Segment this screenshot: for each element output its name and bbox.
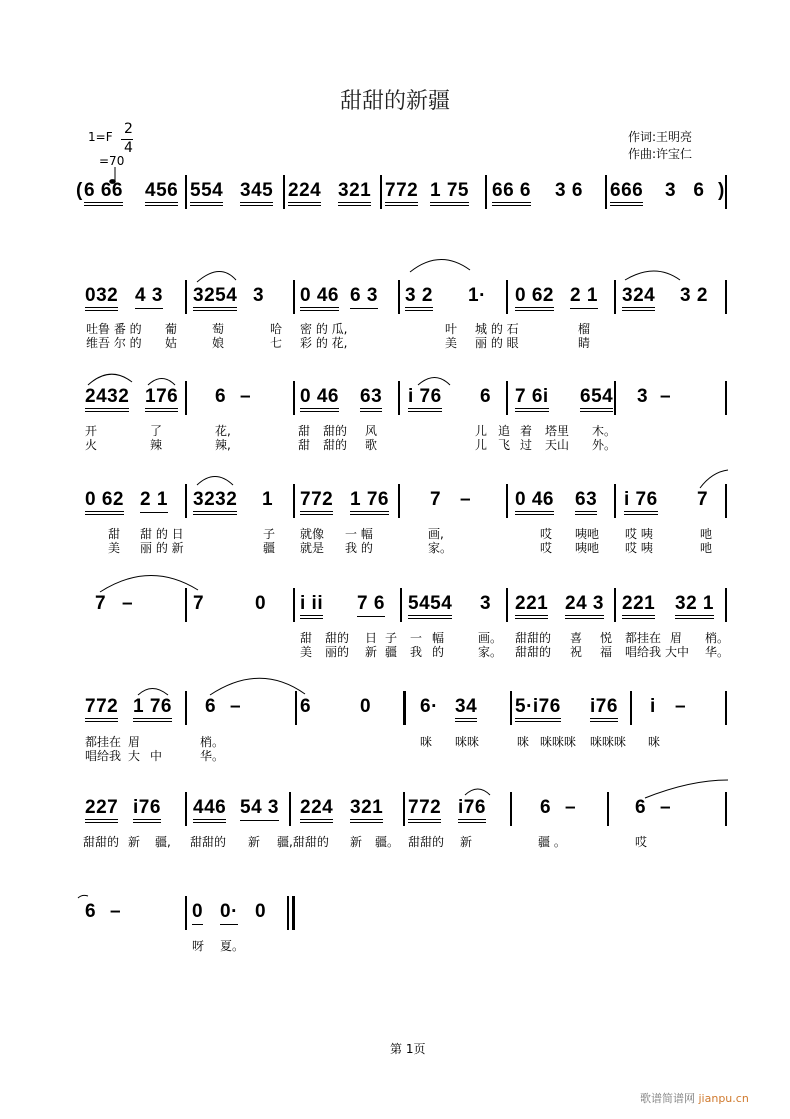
lyric-verse-1: 儿 (475, 424, 488, 438)
note-group: 1 75 (430, 181, 469, 206)
note-group: 0 46 (300, 286, 339, 311)
note-group: 324 (622, 286, 655, 311)
note-group: 1 76 (133, 697, 172, 722)
note-group: 3 (480, 593, 492, 614)
note-group: 0 (192, 902, 203, 925)
slur (197, 477, 233, 486)
lyric-verse-2: 华。 (705, 645, 730, 659)
note-group: 666 (610, 181, 643, 206)
note-group: 772 (300, 490, 333, 515)
lyric-verse-2: 的 (432, 645, 445, 659)
slur (138, 689, 168, 696)
page-number: 第 1页 (390, 1042, 426, 1056)
lyric-verse-2: 唱给我 (85, 749, 122, 763)
watermark-cn: 歌谱简谱网 (640, 1092, 695, 1105)
note-group: 6· (420, 696, 438, 717)
note-group: ) (718, 180, 725, 201)
note-group: 3 2 (405, 286, 433, 311)
lyric-verse-1: 甜 (298, 424, 311, 438)
slur (210, 678, 305, 695)
lyric-verse-1: 新 (460, 835, 473, 849)
note-group: 5·i76 (515, 697, 561, 722)
slur (465, 789, 490, 795)
lyric-verse-1: 画。 (478, 631, 503, 645)
lyric-verse-1: 了 (150, 424, 163, 438)
lyric-verse-1: 甜的 (325, 631, 350, 645)
note-group: 1· (468, 285, 486, 306)
lyric-verse-1: 甜 (108, 527, 121, 541)
note-group: – (660, 797, 672, 818)
note-group: – (122, 593, 134, 614)
note-group: 772 (85, 697, 118, 722)
lyric-verse-2: 大 (128, 749, 141, 763)
lyric-verse-2: 七 (270, 336, 283, 350)
lyric-verse-1: 榴 (578, 322, 591, 336)
lyric-verse-2: 彩 的 花, (300, 336, 348, 350)
lyric-verse-1: 追 (498, 424, 511, 438)
note-group: i76 (133, 798, 161, 823)
lyric-verse-2: 过 (520, 438, 533, 452)
lyric-verse-2: 美 (445, 336, 458, 350)
lyric-verse-1: 悦 (600, 631, 613, 645)
note-group: i76 (590, 697, 618, 722)
note-group: i76 (458, 798, 486, 823)
lyric-verse-1: 哎 (540, 527, 553, 541)
note-group: – (675, 696, 687, 717)
lyric-verse-1: 画, (428, 527, 444, 541)
lyric-verse-1: 木。 (592, 424, 617, 438)
lyric-verse-1: 风 (365, 424, 378, 438)
note-group: 6 (300, 696, 312, 717)
lyric-verse-2: 天山 (545, 438, 570, 452)
lyric-verse-1: 咪 (517, 735, 530, 749)
lyric-verse-2: 辣, (215, 438, 231, 452)
note-group: 7 (95, 593, 107, 614)
lyric-verse-2: 咦吔 (575, 541, 600, 555)
lyric-verse-1: 眉 (128, 735, 141, 749)
note-group: 446 (193, 798, 226, 823)
note-group: 7 6 (357, 594, 385, 617)
lyric-verse-1: 一 (410, 631, 423, 645)
lyric-verse-2: 哎 咦 (625, 541, 653, 555)
note-group: 0 46 (300, 387, 339, 412)
note-group: – (240, 386, 252, 407)
lyric-verse-1: 就像 (300, 527, 325, 541)
lyric-verse-2: 丽 的 新 (140, 541, 184, 555)
note-group: 554 (190, 181, 223, 206)
note-group: 227 (85, 798, 118, 823)
note-group: – (565, 797, 577, 818)
note-group: – (660, 386, 672, 407)
note-group: 63 (575, 490, 597, 515)
lyric-verse-1: 咪咪咪 (590, 735, 627, 749)
lyric-verse-1: 咪 (648, 735, 661, 749)
lyric-verse-1: 开 (85, 424, 98, 438)
note-group: 321 (350, 798, 383, 823)
note-group: 0 (255, 901, 267, 922)
time-signature-top: 2 (124, 121, 133, 137)
lyric-verse-1: 疆。 (375, 835, 400, 849)
lyric-verse-2: 我 的 (345, 541, 373, 555)
lyric-verse-1: 一 幅 (345, 527, 373, 541)
note-group: 24 3 (565, 594, 604, 619)
note-group: 3 (637, 386, 649, 407)
lyric-verse-2: 甜的 (323, 438, 348, 452)
note-group: 0· (220, 902, 238, 925)
lyric-verse-1: 咪咪咪 (540, 735, 577, 749)
note-group: 321 (338, 181, 371, 206)
lyric-verse-1: 甜的 (323, 424, 348, 438)
note-group: 1 (262, 489, 274, 510)
lyric-verse-1: 喜 (570, 631, 583, 645)
note-group: 7 6i (515, 387, 549, 412)
lyric-verse-1: 密 的 瓜, (300, 322, 348, 336)
lyric-verse-2: 辣 (150, 438, 163, 452)
slur (148, 379, 175, 386)
note-group: 0 62 (85, 490, 124, 515)
note-group: 221 (515, 594, 548, 619)
lyric-verse-2: 火 (85, 438, 98, 452)
note-group: 34 (455, 697, 477, 722)
slur (625, 271, 680, 280)
key-signature: 1=F (88, 130, 113, 144)
note-group: 224 (300, 798, 333, 823)
note-group: – (460, 489, 472, 510)
note-group: 032 (85, 286, 118, 311)
note-group: 456 (145, 181, 178, 206)
lyric-verse-1: 子 (263, 527, 276, 541)
note-group: 772 (408, 798, 441, 823)
lyric-verse-1: 哎 咦 (625, 527, 653, 541)
lyric-verse-2: 华。 (200, 749, 225, 763)
note-group: 32 1 (675, 594, 714, 619)
lyric-verse-2: 美 (108, 541, 121, 555)
composer: 作曲:许宝仁 (628, 147, 693, 161)
note-group: 345 (240, 181, 273, 206)
lyric-verse-2: 家。 (478, 645, 503, 659)
lyric-verse-1: 花, (215, 424, 231, 438)
lyric-verse-2: 我 (410, 645, 423, 659)
lyric-verse-2: 丽的 (325, 645, 350, 659)
lyric-verse-2: 家。 (428, 541, 453, 555)
lyric-verse-2: 甜 (298, 438, 311, 452)
tempo-mark: =70 (99, 154, 125, 168)
lyric-verse-2: 丽 的 眼 (475, 336, 519, 350)
note-group: i 76 (408, 387, 442, 412)
note-group: 7 (430, 489, 442, 510)
lyric-verse-2: 祝 (570, 645, 583, 659)
lyric-verse-2: 疆 (263, 541, 276, 555)
lyric-verse-1: 疆, (155, 835, 171, 849)
lyric-verse-1: 塔里 (545, 424, 570, 438)
lyric-verse-1: 葡 (165, 322, 178, 336)
note-group: ( (76, 180, 83, 201)
lyric-verse-1: 呀 (192, 939, 205, 953)
lyric-verse-1: 甜甜的 (190, 835, 227, 849)
lyric-verse-1: 疆 。 (538, 835, 566, 849)
lyric-verse-2: 维吾 尔 的 (86, 336, 142, 350)
lyric-verse-1: 叶 (445, 322, 458, 336)
note-group: 2 1 (570, 286, 598, 309)
slur (700, 470, 728, 488)
slur (78, 895, 88, 898)
lyric-verse-1: 甜甜的 (515, 631, 552, 645)
note-group: 6 (215, 386, 227, 407)
lyric-verse-1: 都挂在 (85, 735, 122, 749)
slur (88, 374, 132, 385)
lyric-verse-1: 幅 (432, 631, 445, 645)
note-group: 6 (205, 696, 217, 717)
lyric-verse-1: 都挂在 (625, 631, 662, 645)
lyric-verse-2: 大中 (665, 645, 690, 659)
lyric-verse-2: 唱给我 (625, 645, 662, 659)
lyric-verse-1: 梢。 (200, 735, 225, 749)
note-group: 772 (385, 181, 418, 206)
lyric-verse-1: 萄 (212, 322, 225, 336)
note-group: 1 76 (350, 490, 389, 515)
lyric-verse-2: 就是 (300, 541, 325, 555)
lyric-verse-2: 福 (600, 645, 613, 659)
lyric-verse-2: 甜甜的 (515, 645, 552, 659)
lyric-verse-2: 睛 (578, 336, 591, 350)
lyric-verse-2: 姑 (165, 336, 178, 350)
song-title: 甜甜的新疆 (339, 89, 450, 114)
lyric-verse-1: 新 (350, 835, 363, 849)
lyricist: 作词:王明亮 (628, 130, 693, 144)
note-group: i 76 (624, 490, 658, 515)
time-signature-bottom: 4 (124, 140, 133, 156)
lyric-verse-2: 歌 (365, 438, 378, 452)
slur (645, 780, 728, 798)
lyric-verse-1: 甜甜的 (408, 835, 445, 849)
lyric-verse-1: 夏。 (220, 939, 245, 953)
note-group: 0 (255, 593, 267, 614)
note-group: 3 6 (555, 180, 583, 201)
note-group: 0 62 (515, 286, 554, 311)
note-group: 6 (540, 797, 552, 818)
lyric-verse-2: 儿 (475, 438, 488, 452)
lyric-verse-2: 美 (300, 645, 313, 659)
lyric-verse-1: 新 (128, 835, 141, 849)
lyric-verse-1: 日 (365, 631, 378, 645)
note-group: 3254 (193, 286, 237, 311)
note-group: 6 3 (350, 286, 378, 309)
slur (418, 378, 450, 386)
note-group: 176 (145, 387, 178, 412)
lyric-verse-1: 甜 (300, 631, 313, 645)
lyric-verse-1: 着 (520, 424, 533, 438)
note-group: 63 (360, 387, 382, 412)
note-group: 6 66 (84, 181, 123, 206)
lyric-verse-2: 哎 (540, 541, 553, 555)
note-group: 2432 (85, 387, 129, 412)
lyric-verse-1: 哈 (270, 322, 283, 336)
note-group: 66 6 (492, 181, 531, 206)
lyric-verse-1: 哎 (635, 835, 648, 849)
lyric-verse-2: 疆 (385, 645, 398, 659)
note-group: 7 (193, 593, 205, 614)
lyric-verse-1: 城 的 石 (475, 322, 519, 336)
note-group: 5454 (408, 594, 452, 619)
note-group: i (650, 696, 656, 717)
lyric-verse-1: 咪 (420, 735, 433, 749)
note-group: 3 6 (665, 180, 705, 201)
lyric-verse-1: 甜甜的 (83, 835, 120, 849)
note-group: 7 (697, 489, 709, 510)
note-group: 654 (580, 387, 613, 412)
lyric-verse-1: 咦吔 (575, 527, 600, 541)
slur (410, 259, 470, 272)
lyric-verse-1: 吔 (700, 527, 713, 541)
lyric-verse-1: 梢。 (705, 631, 730, 645)
lyric-verse-1: 疆,甜甜的 (277, 835, 329, 849)
lyric-verse-2: 飞 (498, 438, 511, 452)
note-group: 54 3 (240, 798, 279, 821)
note-group: 3 (253, 285, 265, 306)
lyric-verse-1: 咪咪 (455, 735, 480, 749)
note-group: 0 (360, 696, 372, 717)
watermark (640, 1090, 749, 1106)
lyric-verse-1: 眉 (670, 631, 683, 645)
note-group: 6 (85, 901, 97, 922)
lyric-verse-2: 娘 (212, 336, 225, 350)
note-group: 221 (622, 594, 655, 619)
note-group: 3 2 (680, 285, 708, 306)
lyric-verse-2: 中 (150, 749, 163, 763)
note-group: 4 3 (135, 286, 163, 309)
note-group: 0 46 (515, 490, 554, 515)
lyric-verse-1: 子 (385, 631, 398, 645)
note-group: – (230, 696, 242, 717)
lyric-verse-2: 新 (365, 645, 378, 659)
lyric-verse-2: 外。 (592, 438, 617, 452)
note-group: 6 (635, 797, 647, 818)
note-group: – (110, 901, 122, 922)
note-group: 6 (480, 386, 492, 407)
lyric-verse-2: 吔 (700, 541, 713, 555)
note-group: i ii (300, 594, 323, 619)
watermark-en: jianpu.cn (698, 1092, 749, 1105)
note-group: 3232 (193, 490, 237, 515)
slur (197, 271, 236, 282)
note-group: 224 (288, 181, 321, 206)
lyric-verse-1: 吐鲁 番 的 (86, 322, 142, 336)
slur (100, 575, 198, 592)
lyric-verse-1: 新 (248, 835, 261, 849)
note-group: 2 1 (140, 490, 168, 513)
lyric-verse-1: 甜 的 日 (140, 527, 184, 541)
